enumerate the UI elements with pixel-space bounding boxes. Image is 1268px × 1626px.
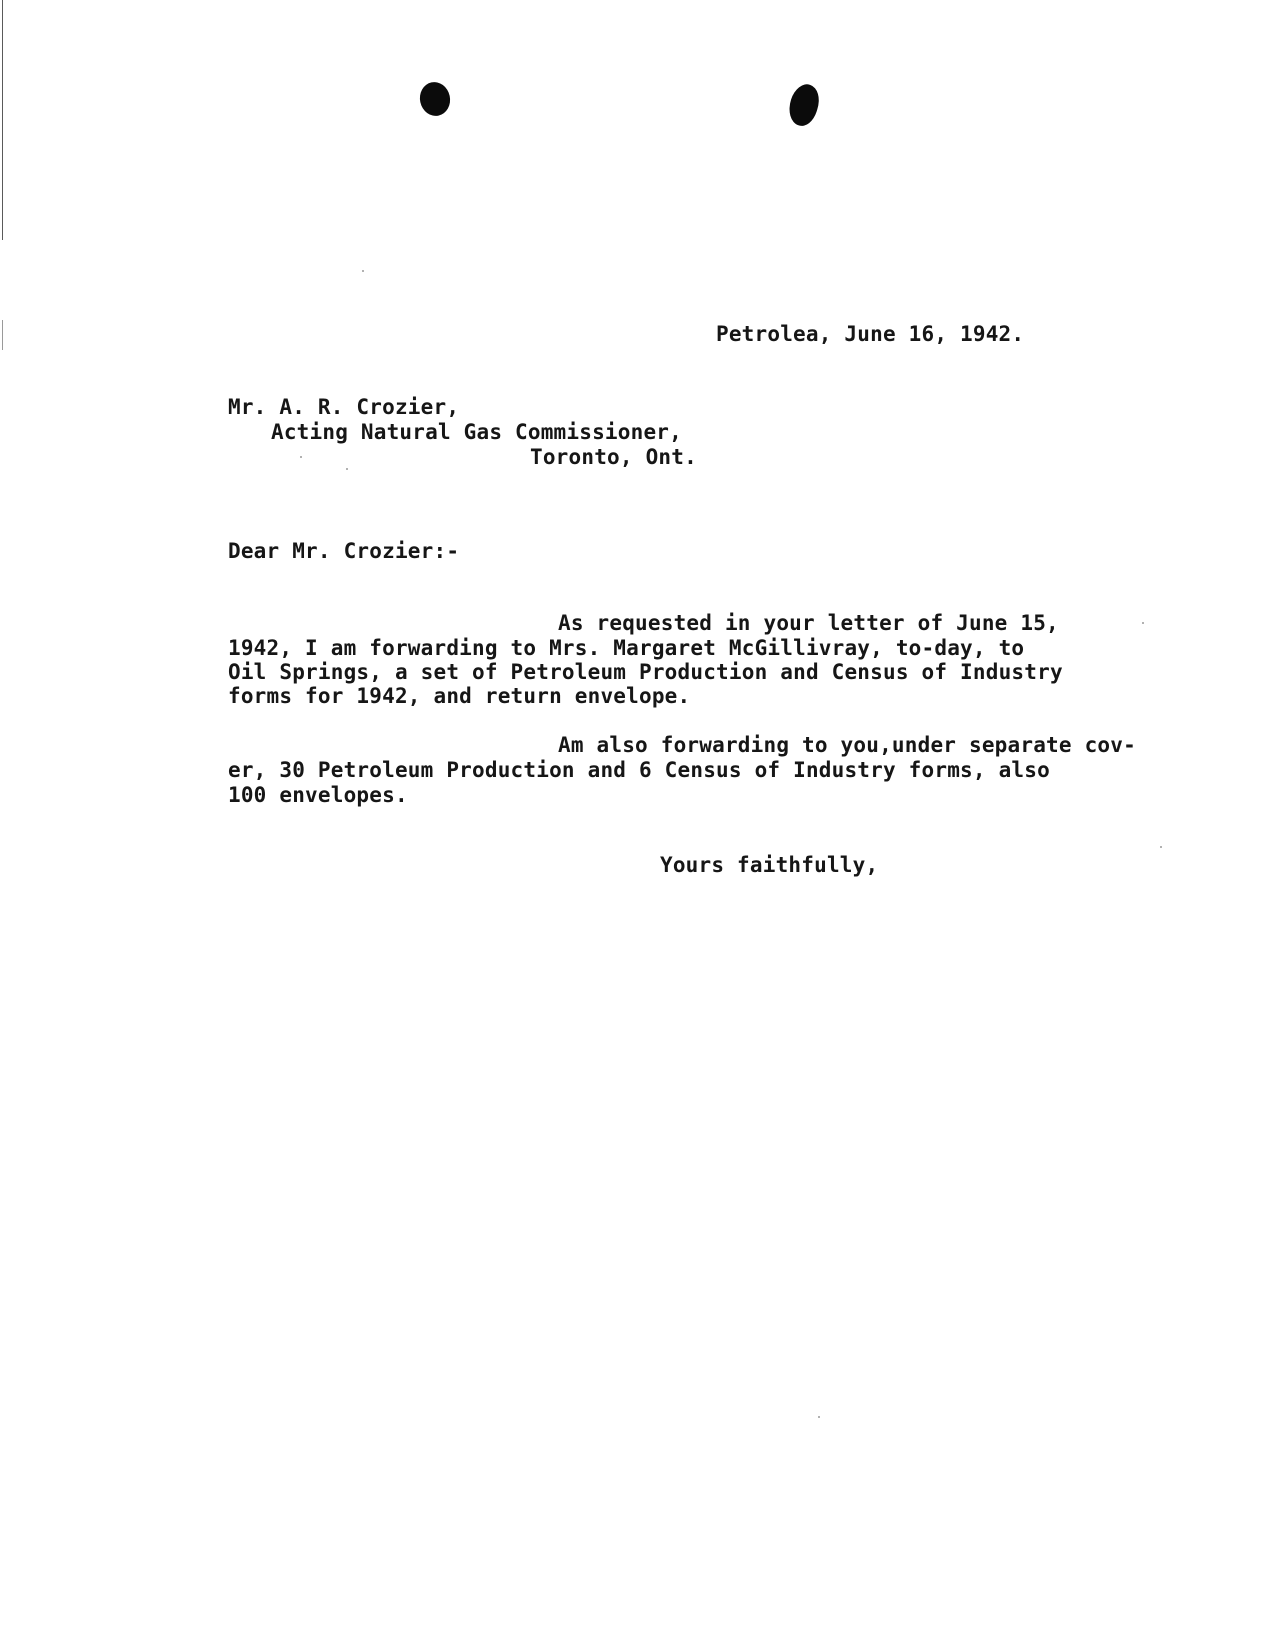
scan-speck — [1142, 622, 1144, 624]
recipient-title: Acting Natural Gas Commissioner, — [271, 420, 682, 444]
body-paragraph-1-line: forms for 1942, and return envelope. — [228, 684, 691, 708]
scan-speck — [346, 468, 348, 470]
scan-speck — [1160, 846, 1162, 848]
salutation: Dear Mr. Crozier:- — [228, 539, 460, 563]
scan-edge-line — [2, 320, 3, 350]
scan-speck — [362, 270, 364, 272]
body-paragraph-1-line: As requested in your letter of June 15, — [558, 611, 1059, 635]
letter-closing: Yours faithfully, — [660, 853, 879, 877]
letter-date: Petrolea, June 16, 1942. — [716, 322, 1025, 346]
body-paragraph-2-line: Am also forwarding to you,under separate cov- — [558, 733, 1136, 757]
recipient-name: Mr. A. R. Crozier, — [228, 395, 460, 419]
body-paragraph-1-line: Oil Springs, a set of Petroleum Production and Census of Industry — [228, 660, 1063, 684]
recipient-city: Toronto, Ont. — [530, 445, 697, 469]
punch-hole-left — [417, 79, 453, 118]
punch-hole-right — [784, 81, 824, 130]
body-paragraph-2-line: 100 envelopes. — [228, 783, 408, 807]
scan-speck — [300, 456, 302, 458]
scan-speck — [818, 1416, 820, 1418]
body-paragraph-2-line: er, 30 Petroleum Production and 6 Census of Industry forms, also — [228, 758, 1050, 782]
scan-edge-line — [2, 0, 3, 240]
body-paragraph-1-line: 1942, I am forwarding to Mrs. Margaret McGillivray, to-day, to — [228, 636, 1025, 660]
